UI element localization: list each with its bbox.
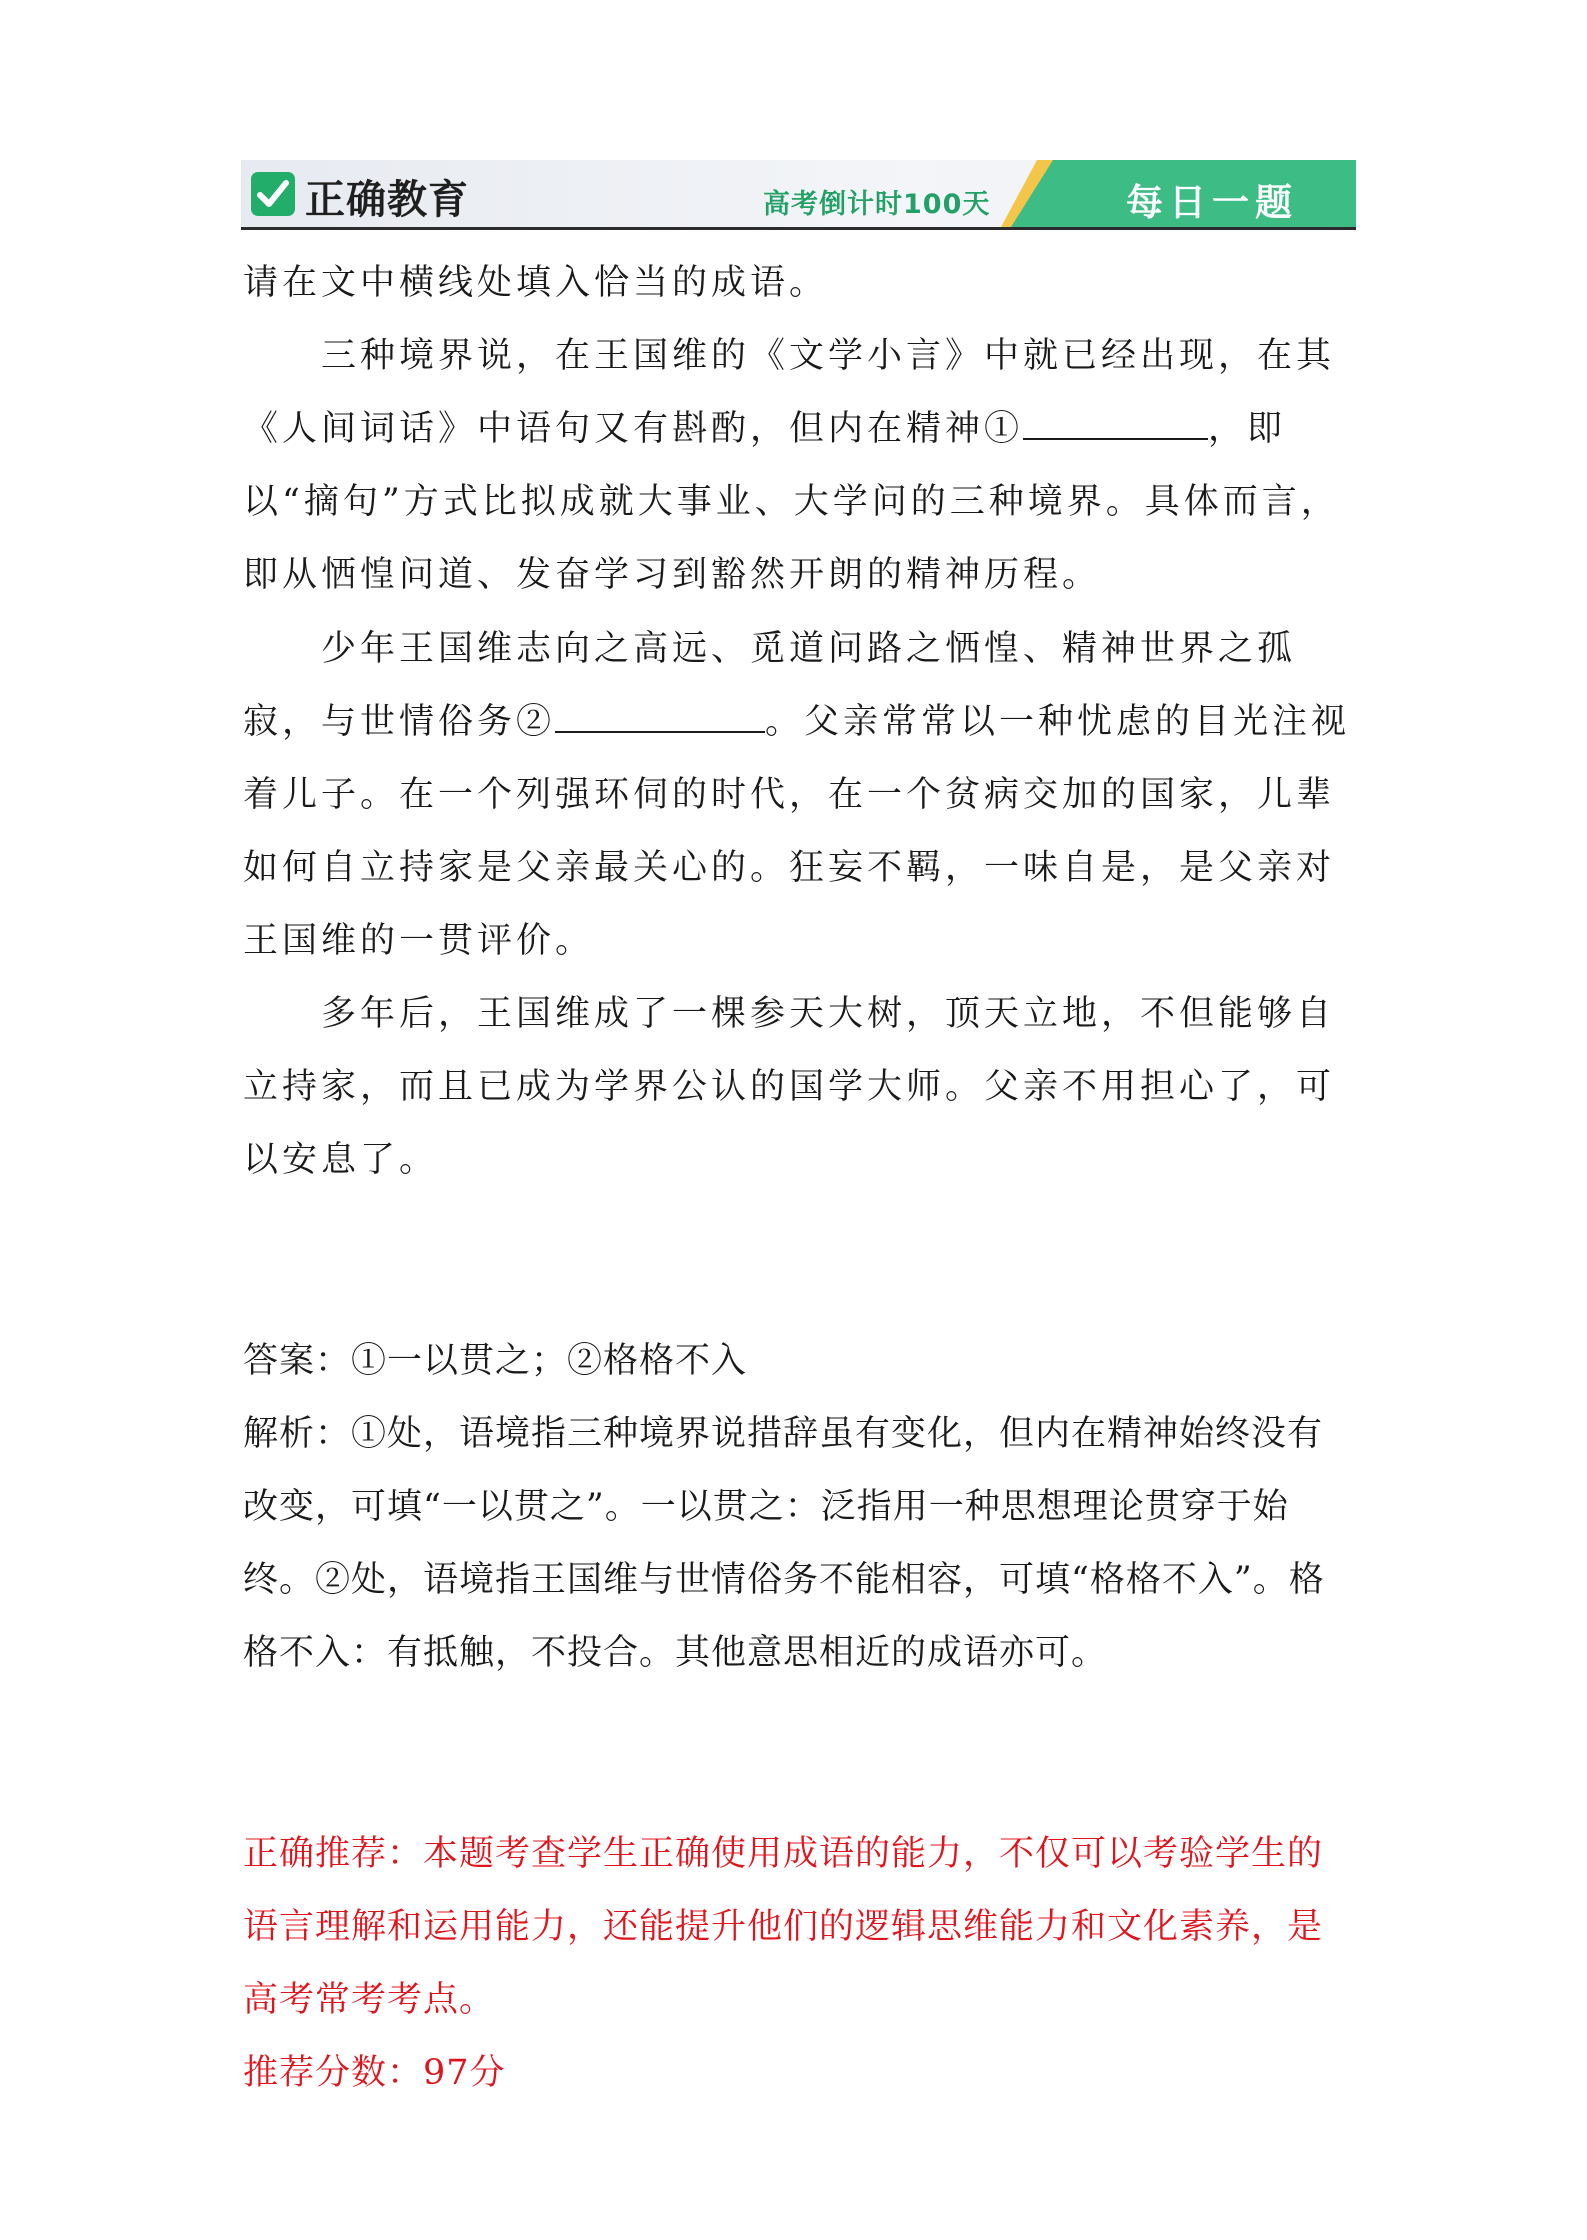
paragraph-2-text-b: 。父亲常常以一种忧虑的目光注视着儿子。在一个列强环伺的时代，在一个贫病交加的国家，儿辈如何自立持家是父亲最关心的。狂妄不羁，一味自是，是父亲对王国维的一贯评价。 <box>243 702 1351 961</box>
answer-line: 答案：①一以贯之；②格格不入 <box>243 1341 748 1381</box>
paragraph-1-text-b: ，即以“摘句”方式比拟成就大事业、大学问的三种境界。具体而言，即从恓惶问道、发奋学习到豁然开朗的精神历程。 <box>243 409 1340 595</box>
question-paragraph-1 <box>243 320 1358 612</box>
header-banner <box>241 160 1356 230</box>
brand-name: 正确教育 <box>305 177 469 223</box>
daily-question-label: 每日一题 <box>1126 181 1298 224</box>
question-instruction: 请在文中横线处填入恰当的成语。 <box>243 263 829 303</box>
question-paragraph-2 <box>243 613 1358 978</box>
exam-countdown: 高考倒计时100天 <box>763 189 991 220</box>
blank-1 <box>1023 398 1208 440</box>
paragraph-1-text-a: 三种境界说，在王国维的《文学小言》中就已经出现，在其《人间词话》中语句又有斟酌，但内在精神① <box>243 336 1336 449</box>
recommendation-text: 正确推荐：本题考查学生正确使用成语的能力，不仅可以考验学生的语言理解和运用能力，还能提升他们的逻辑思维能力和文化素养，是高考常考考点。 <box>243 1834 1324 2020</box>
recommendation-score: 推荐分数：97分 <box>243 2053 506 2093</box>
header-divider <box>241 227 1356 230</box>
blank-2 <box>555 691 765 733</box>
checkmark-logo-icon <box>251 172 295 216</box>
question-paragraph-3: 多年后，王国维成了一棵参天大树，顶天立地，不但能够自立持家，而且已成为学界公认的国学大师。父亲不用担心了，可以安息了。 <box>243 994 1336 1180</box>
analysis-text: 解析：①处，语境指三种境界说措辞虽有变化，但内在精神始终没有改变，可填“一以贯之”。一以贯之：泛指用一种思想理论贯穿于始终。②处，语境指王国维与世情俗务不能相容，可填“格格不入”。格格不入：有抵触，不投合。其他意思相近的成语亦可。 <box>243 1414 1325 1673</box>
paragraph-2-text-a: 少年王国维志向之高远、觅道问路之恓惶、精神世界之孤寂，与世情俗务② <box>243 629 1297 742</box>
